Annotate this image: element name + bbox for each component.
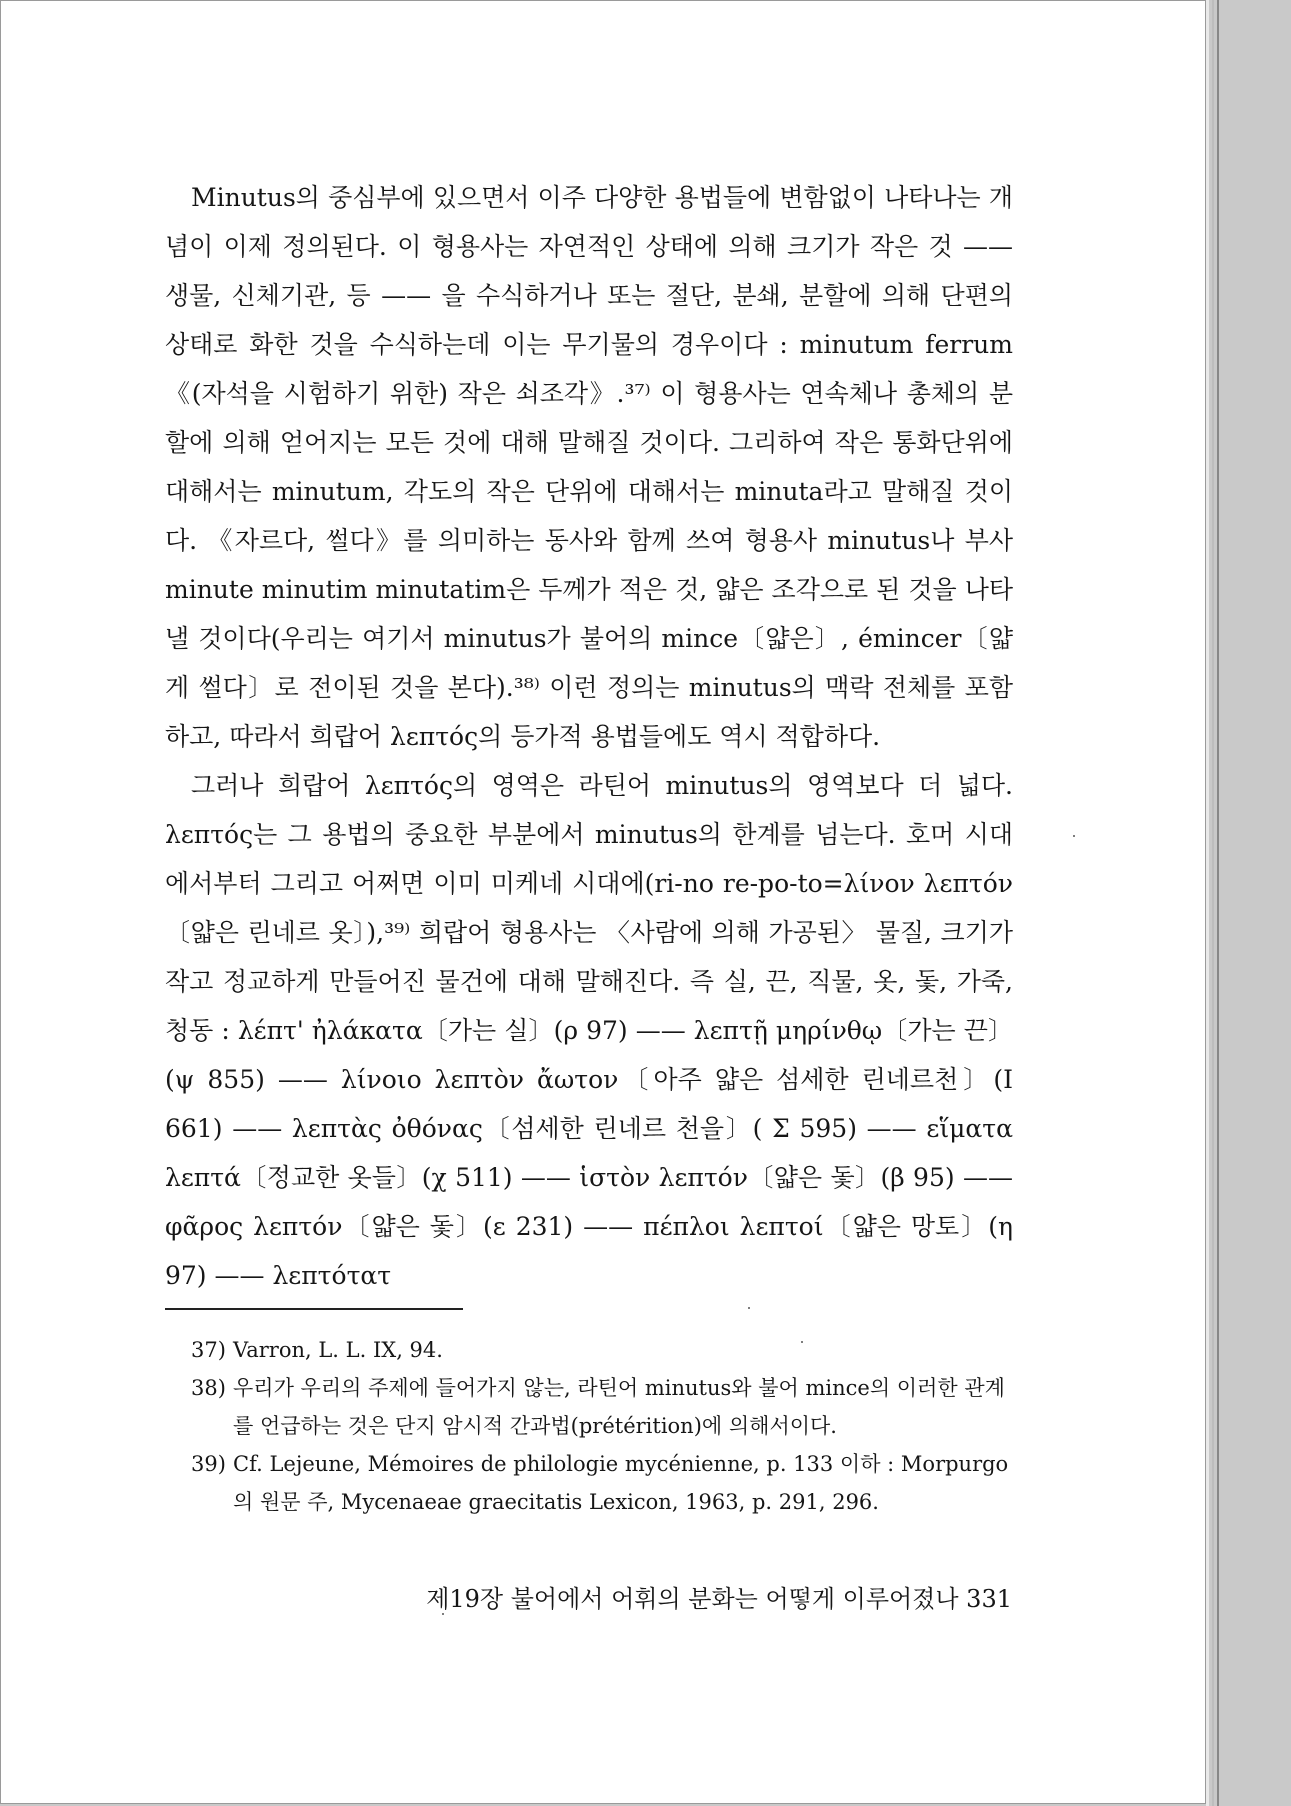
footnote-number: 37) <box>191 1338 226 1362</box>
paragraph-1: Minutus의 중심부에 있으면서 이주 다양한 용법들에 변함없이 나타나는 개념이 이제 정의된다. 이 형용사는 자연적인 상태에 의해 크기가 작은 것 —— 생물, 신체기관, 등 —— 을 수식하거나 또는 절단, 분쇄, 분할에 의해 단편의 상태로 화한 것을 수식하는데 이는 무기물의 경우이다 : minutum ferrum《(자석을 시험하기 위한) 작은 쇠조각》.³⁷⁾ 이 형용사는 연속체나 총체의 분할에 의해 얻어지는 모든 것에 대해 말해질 것이다. 그리하여 작은 통화단위에 대해서는 minutum, 각도의 작은 단위에 대해서는 minuta라고 말해질 것이다. 《자르다, 썰다》를 의미하는 동사와 함께 쓰여 형용사 minutus나 부사 minute minutim minutatim은 두께가 적은 것, 얇은 조각으로 된 것을 나타낼 것이다(우리는 여기서 minutus가 불어의 mince〔얇은〕, émincer〔얇게 썰다〕로 전이된 것을 본다).³⁸⁾ 이런 정의는 minutus의 맥락 전체를 포함하고, 따라서 희랍어 λεπτός의 등가적 용법들에도 역시 적합하다. <box>165 183 1013 751</box>
scan-speck <box>442 1613 444 1615</box>
footnote-number: 39) <box>191 1452 226 1476</box>
page-edge <box>1212 0 1214 1806</box>
footnote-text: 우리가 우리의 주제에 들어가지 않는, 라틴어 minutus와 불어 mince의 이러한 관계를 언급하는 것은 단지 암시적 간과법(prétérition)에 의해서이다. <box>233 1376 1005 1438</box>
footnote-text: Varron, L. L. IX, 94. <box>233 1338 443 1362</box>
scan-speck <box>1073 835 1075 837</box>
footnotes <box>191 1331 1021 1521</box>
footnote-number: 38) <box>191 1376 226 1400</box>
footnote-39 <box>191 1445 1021 1521</box>
running-footer: 제19장 불어에서 어휘의 분화는 어떻게 이루어졌나 331 <box>426 1585 1012 1613</box>
scan-speck <box>748 1307 750 1309</box>
footnote-37 <box>191 1331 1021 1369</box>
page-edge <box>1217 0 1219 1806</box>
footnote-divider <box>165 1308 463 1310</box>
body-text <box>165 173 1013 1300</box>
footnote-38 <box>191 1369 1021 1445</box>
scan-speck <box>801 1341 803 1343</box>
page-edge <box>1206 0 1209 1806</box>
footnote-text: Cf. Lejeune, Mémoires de philologie mycénienne, p. 133 이하 : Morpurgo의 원문 주, Mycenaeae graecitatis Lexicon, 1963, p. 291, 296. <box>233 1452 1009 1514</box>
paragraph-2: 그러나 희랍어 λεπτός의 영역은 라틴어 minutus의 영역보다 더 넓다. λεπτός는 그 용법의 중요한 부분에서 minutus의 한계를 넘는다. 호머 시대에서부터 그리고 어쩌면 이미 미케네 시대에(ri-no re-po-to=λίνον λεπτόν〔얇은 린네르 옷〕),³⁹⁾ 희랍어 형용사는 〈사람에 의해 가공된〉 물질, 크기가 작고 정교하게 만들어진 물건에 대해 말해진다. 즉 실, 끈, 직물, 옷, 돛, 가죽, 청동 : λέπτ' ἠλάκατα〔가는 실〕(ρ 97) —— λεπτῇ μηρίνθῳ〔가는 끈〕(ψ 855) —— λίνοιο λεπτὸν ἄωτον〔아주 얇은 섬세한 린네르천〕(Ι 661) —— λεπτὰς ὀθόνας〔섬세한 린네르 천을〕( Σ 595) —— εἵματα λεπτά〔정교한 옷들〕(χ 511) —— ἱστὸν λεπτόν〔얇은 돛〕(β 95) —— φᾶρος λεπτόν〔얇은 돛〕(ε 231) —— πέπλοι λεπτοί〔얇은 망토〕(η 97) —— λεπτότατ <box>165 771 1013 1290</box>
